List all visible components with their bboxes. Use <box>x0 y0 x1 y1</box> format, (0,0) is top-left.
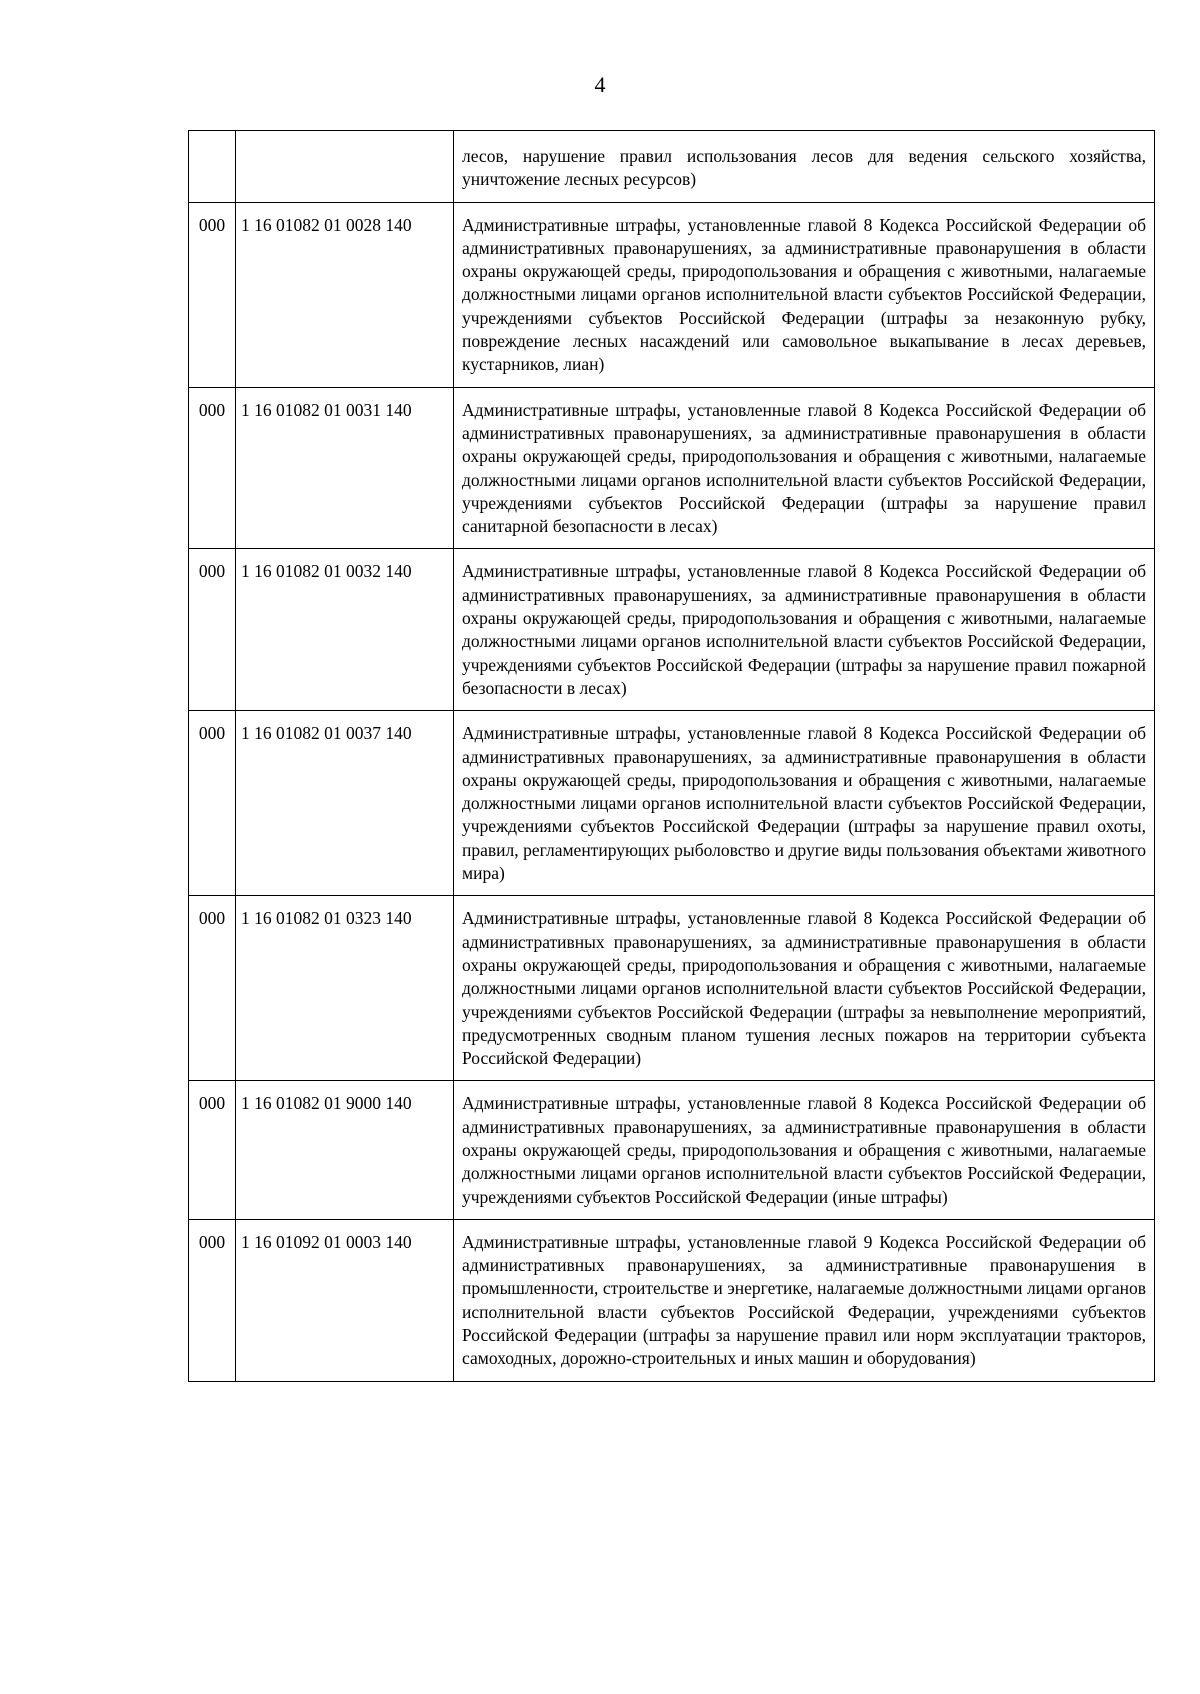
table-row <box>189 711 1155 896</box>
table-row <box>189 1219 1155 1381</box>
table-row <box>189 387 1155 549</box>
admin-code-cell: 000 <box>189 549 236 711</box>
revenue-description-cell: Административные штрафы, установленные главой 8 Кодекса Российской Федерации об административных правонарушениях, за административные правонарушения в области охраны окружающей среды, природопользования и обращения с животными, налагаемые должностными лицами органов исполнительной власти субъектов Российской Федерации, учреждениями субъектов Российской Федерации (иные штрафы) <box>454 1081 1155 1219</box>
admin-code-cell <box>189 131 236 203</box>
budget-classification-code-cell: 1 16 01082 01 0031 140 <box>236 387 454 549</box>
admin-code-cell: 000 <box>189 387 236 549</box>
budget-classification-code-cell <box>236 131 454 203</box>
revenue-description-cell: лесов, нарушение правил использования лесов для ведения сельского хозяйства, уничтожение лесных ресурсов) <box>454 131 1155 203</box>
revenue-description-cell: Административные штрафы, установленные главой 8 Кодекса Российской Федерации об административных правонарушениях, за административные правонарушения в области охраны окружающей среды, природопользования и обращения с животными, налагаемые должностными лицами органов исполнительной власти субъектов Российской Федерации, учреждениями субъектов Российской Федерации (штрафы за незаконную рубку, повреждение лесных насаждений или самовольное выкапывание в лесах деревьев, кустарников, лиан) <box>454 202 1155 387</box>
budget-classification-code-cell: 1 16 01082 01 0037 140 <box>236 711 454 896</box>
budget-classification-code-cell: 1 16 01082 01 9000 140 <box>236 1081 454 1219</box>
table-row <box>189 131 1155 203</box>
budget-classification-code-cell: 1 16 01082 01 0032 140 <box>236 549 454 711</box>
table-row <box>189 896 1155 1081</box>
revenue-description-cell: Административные штрафы, установленные главой 8 Кодекса Российской Федерации об административных правонарушениях, за административные правонарушения в области охраны окружающей среды, природопользования и обращения с животными, налагаемые должностными лицами органов исполнительной власти субъектов Российской Федерации, учреждениями субъектов Российской Федерации (штрафы за нарушение правил санитарной безопасности в лесах) <box>454 387 1155 549</box>
table-row <box>189 202 1155 387</box>
admin-code-cell: 000 <box>189 202 236 387</box>
admin-code-cell: 000 <box>189 1219 236 1381</box>
revenue-description-cell: Административные штрафы, установленные главой 8 Кодекса Российской Федерации об административных правонарушениях, за административные правонарушения в области охраны окружающей среды, природопользования и обращения с животными, налагаемые должностными лицами органов исполнительной власти субъектов Российской Федерации, учреждениями субъектов Российской Федерации (штрафы за нарушение правил пожарной безопасности в лесах) <box>454 549 1155 711</box>
admin-code-cell: 000 <box>189 711 236 896</box>
page-number: 4 <box>594 72 606 97</box>
budget-codes-table <box>188 130 1155 1382</box>
table-row <box>189 549 1155 711</box>
revenue-description-cell: Административные штрафы, установленные главой 9 Кодекса Российской Федерации об административных правонарушениях, за административные правонарушения в промышленности, строительстве и энергетике, налагаемые должностными лицами органов исполнительной власти субъектов Российской Федерации, учреждениями субъектов Российской Федерации (штрафы за нарушение правил или норм эксплуатации тракторов, самоходных, дорожно-строительных и иных машин и оборудования) <box>454 1219 1155 1381</box>
budget-classification-code-cell: 1 16 01082 01 0323 140 <box>236 896 454 1081</box>
admin-code-cell: 000 <box>189 896 236 1081</box>
revenue-description-cell: Административные штрафы, установленные главой 8 Кодекса Российской Федерации об административных правонарушениях, за административные правонарушения в области охраны окружающей среды, природопользования и обращения с животными, налагаемые должностными лицами органов исполнительной власти субъектов Российской Федерации, учреждениями субъектов Российской Федерации (штрафы за невыполнение мероприятий, предусмотренных сводным планом тушения лесных пожаров на территории субъекта Российской Федерации) <box>454 896 1155 1081</box>
budget-classification-code-cell: 1 16 01092 01 0003 140 <box>236 1219 454 1381</box>
budget-classification-code-cell: 1 16 01082 01 0028 140 <box>236 202 454 387</box>
admin-code-cell: 000 <box>189 1081 236 1219</box>
table-row <box>189 1081 1155 1219</box>
revenue-description-cell: Административные штрафы, установленные главой 8 Кодекса Российской Федерации об административных правонарушениях, за административные правонарушения в области охраны окружающей среды, природопользования и обращения с животными, налагаемые должностными лицами органов исполнительной власти субъектов Российской Федерации, учреждениями субъектов Российской Федерации (штрафы за нарушение правил охоты, правил, регламентирующих рыболовство и другие виды пользования объектами животного мира) <box>454 711 1155 896</box>
